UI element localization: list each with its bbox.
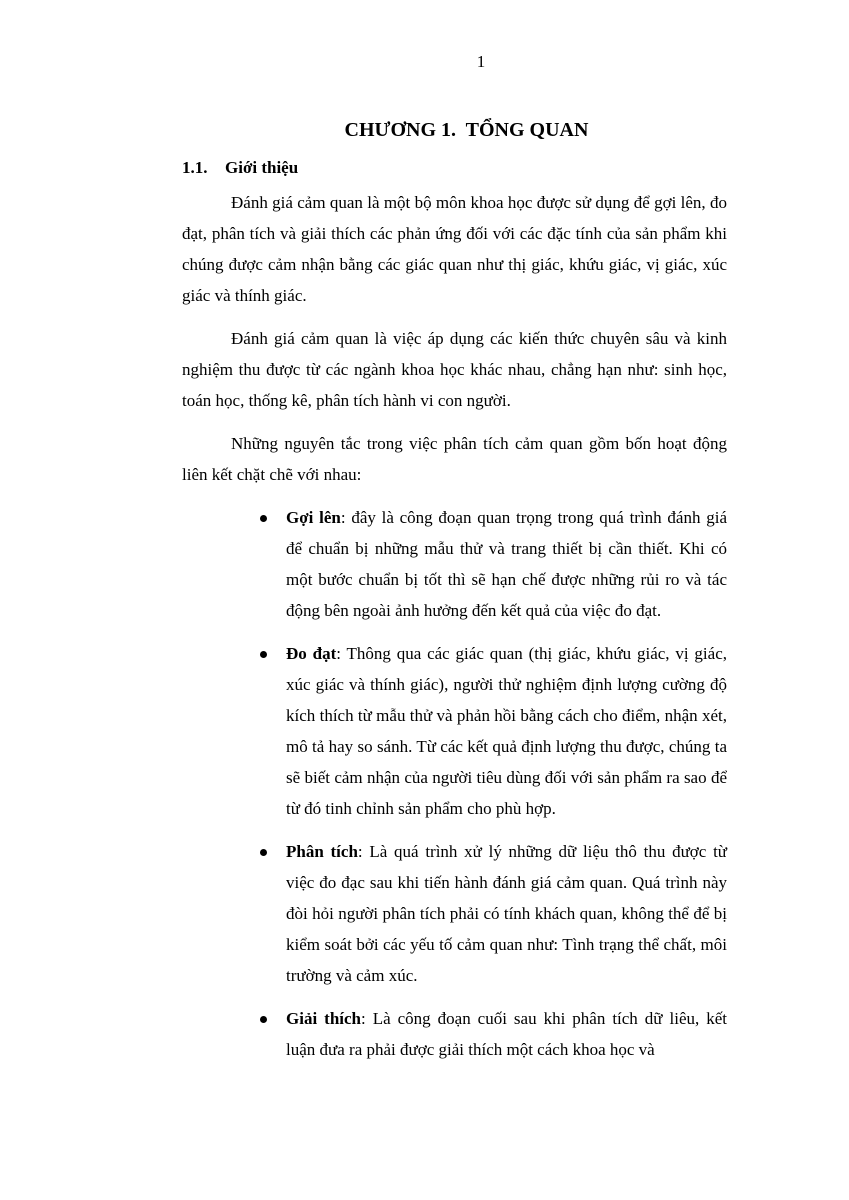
bullet-term: Giải thích [286, 1009, 361, 1028]
paragraph: Đánh giá cảm quan là việc áp dụng các kiến thức chuyên sâu và kinh nghiệm thu được từ các ngành khoa học khác nhau, chẳng hạn như: sinh học, toán học, thống kê, phân tích hành vi con người. [182, 329, 727, 410]
bullet-term: Đo đạt [286, 644, 337, 663]
chapter-title: CHƯƠNG 1. TỔNG QUAN [344, 119, 589, 141]
paragraph: Những nguyên tắc trong việc phân tích cảm quan gồm bốn hoạt động liên kết chặt chẽ với nhau: [182, 434, 727, 484]
section-title: Giới thiệu [225, 158, 299, 177]
bullet-item-phan-tich [286, 836, 727, 991]
section-heading [182, 156, 298, 180]
bullet-text: : đây là công đoạn quan trọng trong quá trình đánh giá để chuẩn bị những mẫu thử và trang thiết bị cần thiết. Khi có một bước chuẩn bị tốt thì sẽ hạn chế được những rủi ro và tác động bên ngoài ảnh hưởng đến kết quả của việc đo đạt. [286, 508, 727, 620]
bullet-item-giai-thich [286, 1003, 727, 1065]
bullet-list [182, 502, 727, 1065]
bullet-dot-icon [260, 1016, 267, 1023]
bullet-text: : Thông qua các giác quan (thị giác, khứu giác, vị giác, xúc giác và thính giác), người thử nghiệm định lượng cường độ kích thích từ mẫu thử và phản hồi bằng cách cho điểm, nhận xét, mô tả hay so sánh. Từ các kết quả định lượng thu được, chúng ta sẽ biết cảm nhận của người tiêu dùng đối với sản phẩm ra sao để từ đó tinh chỉnh sản phẩm cho phù hợp. [286, 644, 727, 818]
bullet-text: : Là công đoạn cuối sau khi phân tích dữ liêu, kết luận đưa ra phải được giải thích một cách khoa học và [286, 1009, 727, 1059]
bullet-term: Gợi lên [286, 508, 341, 527]
page-number: 1 [476, 52, 486, 71]
section-number: 1.1. [182, 158, 208, 177]
bullet-term: Phân tích [286, 842, 358, 861]
bullet-dot-icon [260, 849, 267, 856]
body-text [182, 187, 727, 1077]
bullet-item-do-dat [286, 638, 727, 824]
bullet-text: : Là quá trình xử lý những dữ liệu thô thu được từ việc đo đạc sau khi tiến hành đánh giá cảm quan. Quá trình này đòi hỏi người phân tích phải có tính khách quan, không thể để bị kiểm soát bởi các yếu tố cảm quan như: Tình trạng thể chất, môi trường và cảm xúc. [286, 842, 727, 985]
paragraph: Đánh giá cảm quan là một bộ môn khoa học được sử dụng để gợi lên, đo đạt, phân tích và giải thích các phản ứng đối với các đặc tính của sản phẩm khi chúng được cảm nhận bằng các giác quan như thị giác, khứu giác, vị giác, xúc giác và thính giác. [182, 193, 727, 305]
bullet-item-goi-len [286, 502, 727, 626]
bullet-dot-icon [260, 651, 267, 658]
bullet-dot-icon [260, 515, 267, 522]
